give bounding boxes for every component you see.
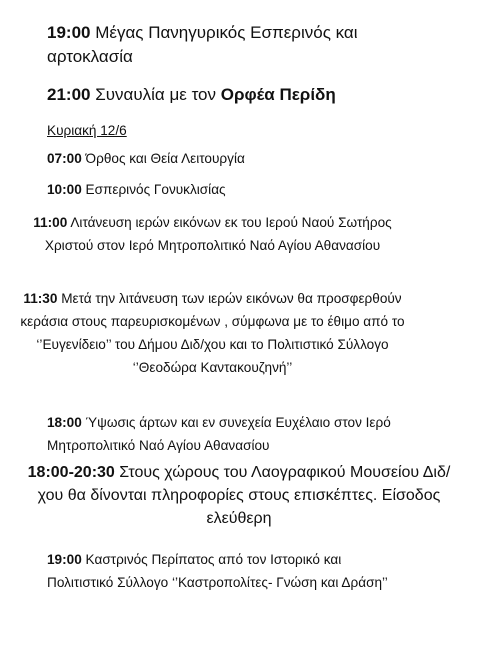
- entry-text: Συναυλία με τον: [90, 85, 221, 104]
- entry-text: Λιτάνευση ιερών εικόνων εκ του Ιερού Ναού Σωτήρος Χριστού στον Ιερό Μητροπολιτικό Ναό Αγίου Αθανασίου: [44, 215, 392, 253]
- schedule-entry: [47, 83, 427, 107]
- entry-time: 07:00: [47, 151, 82, 166]
- entry-text: Όρθος και Θεία Λειτουργία: [81, 151, 245, 166]
- entry-text: Μετά την λιτάνευση των ιερών εικόνων θα προσφερθούν κεράσια στους παρευρισκομένων , σύμφωνα με το έθιμο από το ‘’Ευγενίδειο’’ του Δήμου Διδ/χου και το Πολιτιστικό Σύλλογο ‘’Θεοδώρα Καντακουζηνή’’: [20, 291, 405, 375]
- entry-text: Στους χώρους του Λαογραφικού Μουσείου Διδ/χου θα δίνονται πληροφορίες στους επισκέπτες. Είσοδος ελεύθερη: [37, 464, 451, 527]
- entry-time: 19:00: [47, 23, 91, 42]
- performer-name: Ορφέα Περίδη: [220, 85, 336, 104]
- schedule-entry: [47, 21, 367, 69]
- entry-text: Ύψωσις άρτων και εν συνεχεία Ευχέλαιο στον Ιερό Μητροπολιτικό Ναό Αγίου Αθανασίου: [47, 415, 391, 453]
- schedule-entry: [20, 211, 405, 257]
- entry-text: Καστρινός Περίπατος από τον Ιστορικό και Πολιτιστικό Σύλλογο ‘’Καστροπολίτες- Γνώση και Δράση’’: [47, 552, 388, 590]
- entry-time: 11:00: [33, 215, 68, 230]
- entry-text: Μέγας Πανηγυρικός Εσπερινός και αρτοκλασία: [47, 23, 358, 66]
- entry-time: 18:00: [47, 415, 82, 430]
- entry-time: 11:30: [23, 291, 58, 306]
- schedule-entry: [47, 178, 427, 201]
- schedule-entry: [47, 411, 432, 457]
- entry-time: 19:00: [47, 552, 82, 567]
- entry-time: 18:00-20:30: [27, 464, 115, 481]
- schedule-entry: [20, 287, 405, 379]
- day-heading: Κυριακή 12/6: [47, 123, 127, 138]
- schedule-entry: [47, 147, 427, 170]
- entry-text: Εσπερινός Γονυκλισίας: [81, 182, 226, 197]
- entry-time: 10:00: [47, 182, 82, 197]
- entry-time: 21:00: [47, 85, 91, 104]
- schedule-entry: [20, 461, 458, 530]
- schedule-entry: [47, 548, 397, 594]
